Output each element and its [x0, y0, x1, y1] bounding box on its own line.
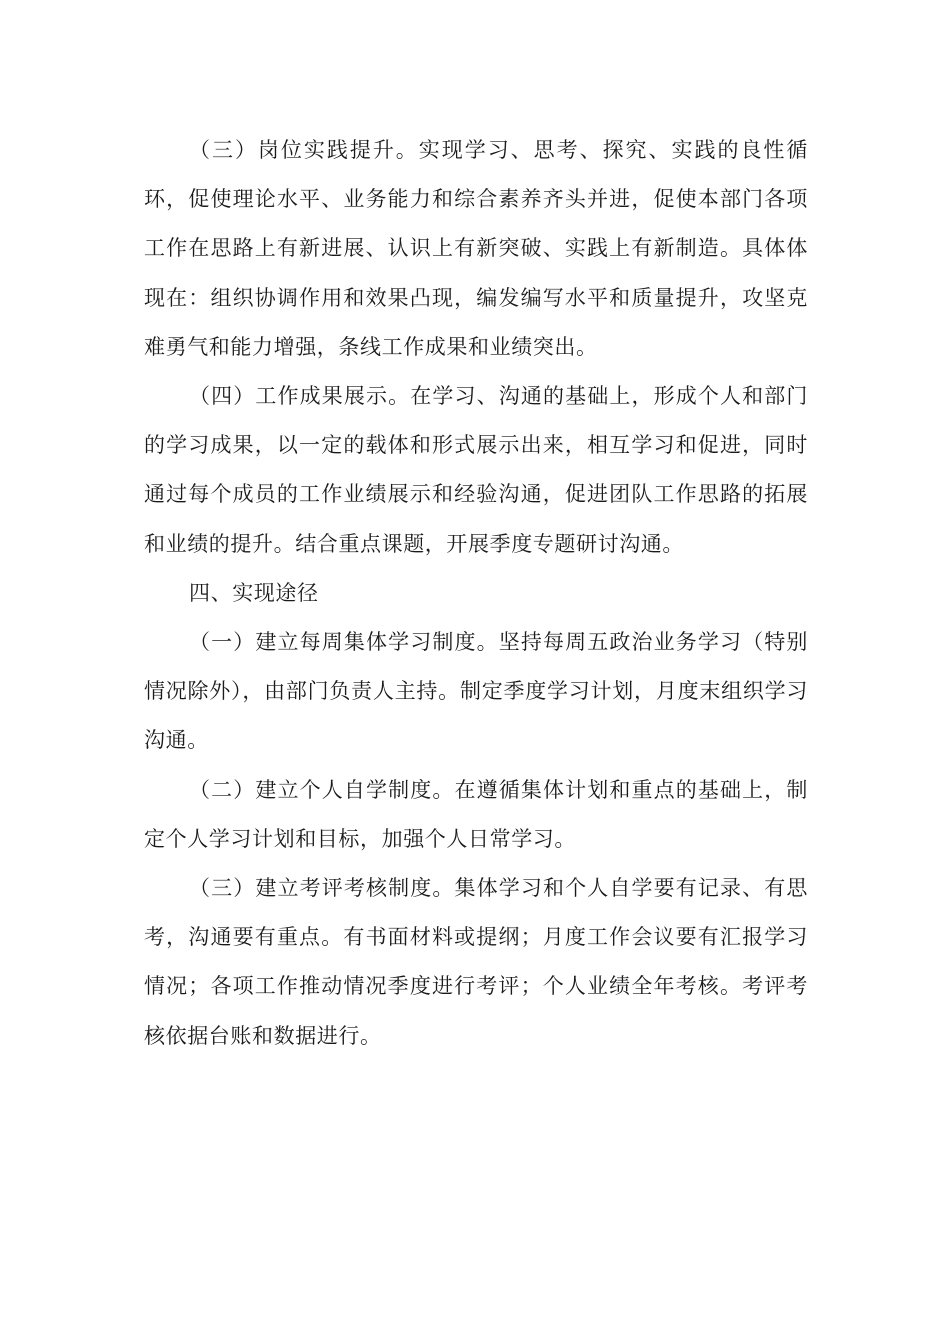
- document-body: [144, 126, 808, 1061]
- paragraph-self-study: （二）建立个人自学制度。在遵循集体计划和重点的基础上，制定个人学习计划和目标，加强个人日常学习。: [144, 777, 808, 851]
- paragraph-practice-improvement: （三）岗位实践提升。实现学习、思考、探究、实践的良性循环，促使理论水平、业务能力和综合素养齐头并进，促使本部门各项工作在思路上有新进展、认识上有新突破、实践上有新制造。具体体现在：组织协调作用和效果凸现，编发编写水平和质量提升，攻坚克难勇气和能力增强，条线工作成果和业绩突出。: [144, 138, 808, 359]
- paragraph-evaluation: （三）建立考评考核制度。集体学习和个人自学要有记录、有思考，沟通要有重点。有书面材料或提纲；月度工作会议要有汇报学习情况；各项工作推动情况季度进行考评；个人业绩全年考核。考评考核依据台账和数据进行。: [144, 876, 808, 1048]
- section-heading: 四、实现途径: [189, 580, 319, 605]
- paragraph-results-display: （四）工作成果展示。在学习、沟通的基础上，形成个人和部门的学习成果，以一定的载体和形式展示出来，相互学习和促进，同时通过每个成员的工作业绩展示和经验沟通，促进团队工作思路的拓展和业绩的提升。结合重点课题，开展季度专题研讨沟通。: [144, 384, 808, 556]
- paragraph-weekly-study: （一）建立每周集体学习制度。坚持每周五政治业务学习（特别情况除外），由部门负责人主持。制定季度学习计划，月度末组织学习沟通。: [144, 630, 808, 753]
